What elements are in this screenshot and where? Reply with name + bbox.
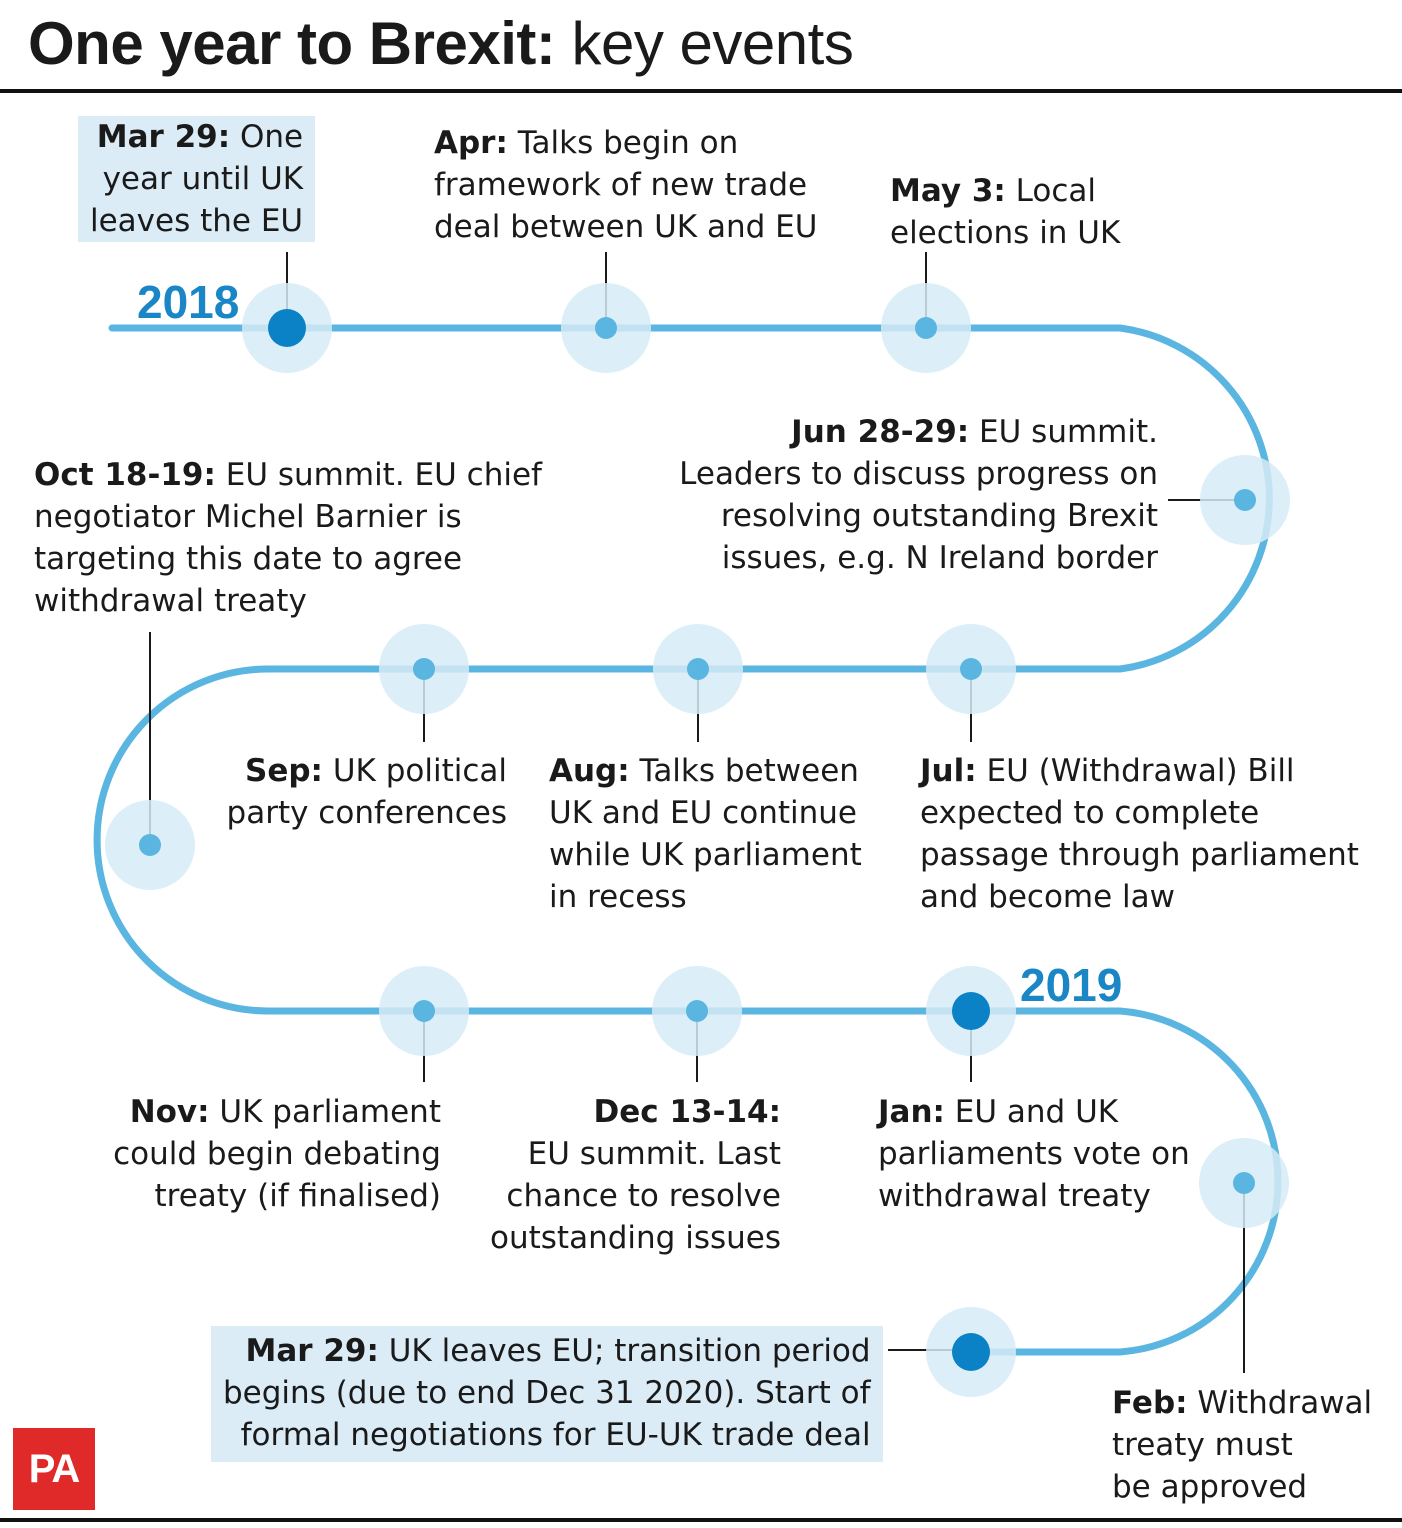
event-date: Feb: — [1112, 1385, 1188, 1421]
event-date: Aug: — [549, 753, 630, 789]
event-line: leaves the EU — [90, 203, 304, 239]
event-text: UK parliament — [209, 1094, 441, 1130]
event-line: expected to complete — [920, 795, 1260, 831]
event-mar29-2018 — [78, 116, 315, 242]
event-line: withdrawal treaty — [878, 1178, 1151, 1214]
event-line: UK and EU continue — [549, 795, 857, 831]
title-bold: One year to Brexit: — [28, 10, 556, 77]
event-line: elections in UK — [890, 215, 1121, 251]
event-text: Talks begin on — [507, 125, 739, 161]
event-jul — [920, 750, 1359, 918]
event-text: EU summit. — [969, 414, 1158, 450]
bottom-rule — [0, 1518, 1402, 1522]
event-text: EU and UK — [944, 1094, 1119, 1130]
event-date: Dec 13-14: — [593, 1094, 781, 1130]
event-date: Apr: — [434, 125, 508, 161]
event-line: negotiator Michel Barnier is — [34, 499, 462, 535]
event-line: EU summit. Last — [527, 1136, 781, 1172]
event-line: targeting this date to agree — [34, 541, 463, 577]
marker-dot-nov — [413, 1000, 435, 1022]
event-line: outstanding issues — [490, 1220, 781, 1256]
event-nov — [113, 1091, 441, 1217]
event-line: chance to resolve — [506, 1178, 781, 1214]
marker-dot-aug — [687, 658, 709, 680]
event-text: EU summit. EU chief — [215, 457, 542, 493]
event-date: Sep: — [245, 753, 323, 789]
event-line: year until UK — [102, 161, 304, 197]
event-sep — [227, 750, 507, 834]
marker-dot-jan — [952, 992, 990, 1030]
event-text: UK political — [322, 753, 507, 789]
marker-dot-mar29-2019 — [952, 1333, 990, 1371]
event-text: Talks between — [629, 753, 859, 789]
event-line: withdrawal treaty — [34, 583, 307, 619]
event-line: could begin debating — [113, 1136, 441, 1172]
event-line: party conferences — [226, 795, 507, 831]
pa-logo: PA — [13, 1428, 95, 1510]
event-line: treaty (if finalised) — [154, 1178, 441, 1214]
event-line: parliaments vote on — [878, 1136, 1190, 1172]
marker-dot-jun — [1234, 489, 1256, 511]
event-line: framework of new trade — [434, 167, 808, 203]
marker-dot-sep — [413, 658, 435, 680]
marker-dot-jul — [960, 658, 982, 680]
marker-dot-oct — [139, 834, 161, 856]
marker-dot-mar29-2018 — [268, 309, 306, 347]
event-date: Oct 18-19: — [34, 457, 216, 493]
event-line: treaty must — [1112, 1427, 1293, 1463]
event-text: EU (Withdrawal) Bill — [976, 753, 1295, 789]
marker-dot-may3 — [915, 317, 937, 339]
marker-dot-feb — [1233, 1172, 1255, 1194]
event-aug — [549, 750, 862, 918]
event-text: UK leaves EU; transition period — [378, 1333, 871, 1369]
event-text: Local — [1005, 173, 1096, 209]
event-line: deal between UK and EU — [434, 209, 818, 245]
event-line: be approved — [1112, 1469, 1308, 1505]
event-feb — [1112, 1382, 1372, 1508]
event-jun — [679, 411, 1158, 579]
event-date: Jul: — [920, 753, 977, 789]
event-apr — [434, 122, 817, 248]
event-may3 — [890, 170, 1120, 254]
event-date: Jan: — [878, 1094, 945, 1130]
marker-dot-dec — [686, 1000, 708, 1022]
event-line: issues, e.g. N Ireland border — [721, 540, 1158, 576]
event-jan — [878, 1091, 1190, 1217]
year-2018-label: 2018 — [137, 276, 240, 328]
event-line: while UK parliament — [549, 837, 862, 873]
title-regular: key events — [555, 10, 854, 77]
event-dec — [490, 1091, 781, 1259]
event-mar29-2019 — [211, 1326, 883, 1462]
event-date: Nov: — [129, 1094, 210, 1130]
event-line: passage through parliament — [920, 837, 1359, 873]
year-2019-label: 2019 — [1020, 959, 1123, 1011]
event-text: Withdrawal — [1187, 1385, 1373, 1421]
event-line: resolving outstanding Brexit — [720, 498, 1158, 534]
event-line: begins (due to end Dec 31 2020). Start of — [223, 1375, 871, 1411]
event-oct — [34, 454, 542, 622]
event-text: One — [230, 119, 304, 155]
event-line: and become law — [920, 879, 1176, 915]
event-date: Mar 29: — [96, 119, 231, 155]
event-line: Leaders to discuss progress on — [679, 456, 1158, 492]
event-line: formal negotiations for EU-UK trade deal — [240, 1417, 871, 1453]
event-line: in recess — [549, 879, 687, 915]
event-date: May 3: — [890, 173, 1006, 209]
marker-dot-apr — [595, 317, 617, 339]
event-date: Jun 28-29: — [791, 414, 970, 450]
event-date: Mar 29: — [245, 1333, 379, 1369]
